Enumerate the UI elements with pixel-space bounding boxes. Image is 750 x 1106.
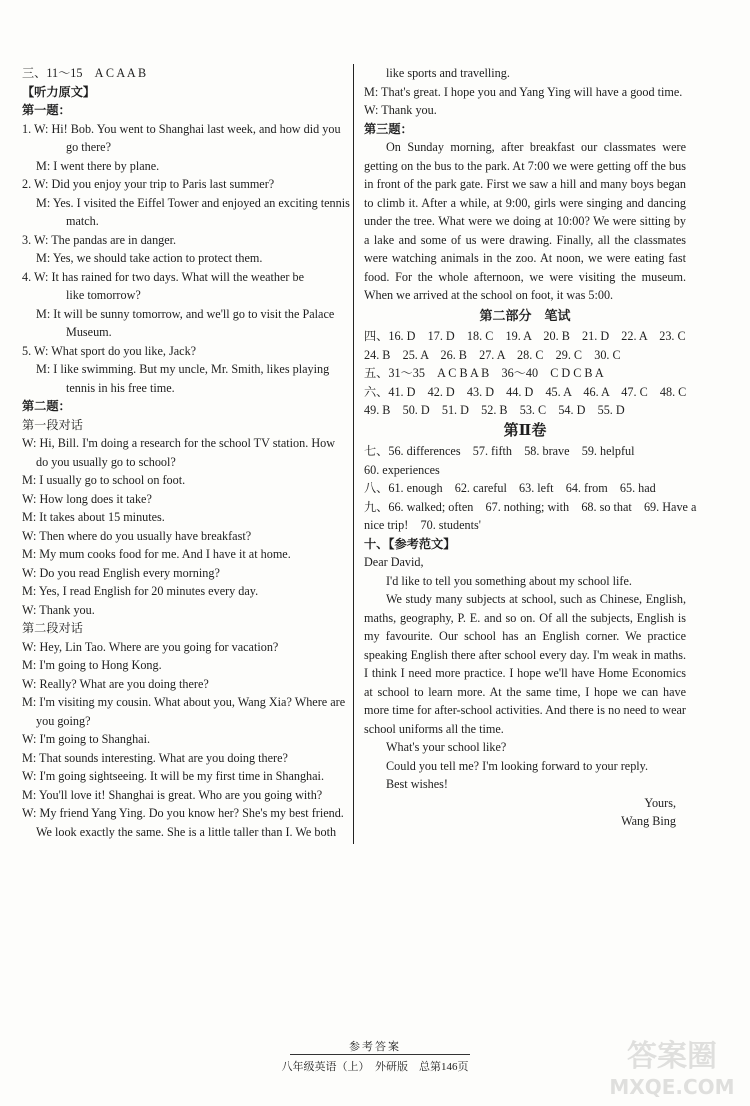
left-line: Museum. [66,325,112,339]
right-line: 第三题： [364,121,413,136]
left-line: W: Hey, Lin Tao. Where are you going for vacation? [22,639,279,654]
footer-rule [290,1054,470,1055]
left-line: M: Yes. I visited the Eiffel Tower and enjoyed an exciting tennis [36,195,350,210]
left-line: 2. W: Did you enjoy your trip to Paris last summer? [22,177,275,191]
right-line: like sports and travelling. [386,66,510,80]
left-line: W: Hi, Bill. I'm doing a research for the school TV station. How [22,436,336,450]
right-line: 六、41. D 42. D 43. D 44. D 45. A 46. A 47. C 48. C [364,384,687,399]
right-line: 第Ⅱ卷 [503,422,547,439]
left-line: 【听力原文】 [22,84,96,99]
left-line: M: I'm going to Hong Kong. [22,658,162,672]
right-line: 24. B 25. A 26. B 27. A 28. C 29. C 30. C [364,347,621,362]
left-line: M: My mum cooks food for me. And I have it at home. [22,547,291,561]
right-line: Wang Bing [621,814,676,828]
left-line: 第一段对话 [22,417,83,432]
right-line: Could you tell me? I'm looking forward to your reply. [386,758,649,773]
right-line: 十、【参考范文】 [364,536,456,551]
right-line: 九、66. walked; often 67. nothing; with 68. so that 69. Have a [364,499,697,514]
right-line: W: Thank you. [364,103,437,117]
left-line: 4. W: It has rained for two days. What will the weather be [22,269,305,284]
right-line: 49. B 50. D 51. D 52. B 53. C 54. D 55. D [364,403,625,417]
watermark-logo [602,1028,742,1102]
left-line: 第二题： [22,399,71,413]
left-line: 第一题： [22,103,71,117]
footer-page-info: 八年级英语（上） 外研版 总第146页 [281,1061,469,1073]
left-line: tennis in his free time. [66,380,175,395]
right-line: M: That's great. I hope you and Yang Ying will have a good time. [364,84,683,99]
left-line: 1. W: Hi! Bob. You went to Shanghai last week, and how did you [22,121,341,136]
right-line: nice trip! 70. students' [364,518,481,532]
right-line: 60. experiences [364,462,440,477]
left-line: We look exactly the same. She is a little taller than I. We both [36,824,337,839]
left-line: like tomorrow? [66,288,141,302]
left-line: M: I'm visiting my cousin. What about you, Wang Xia? Where are [22,695,346,709]
left-line: 第二段对话 [22,621,83,635]
watermark-text: 答案圈 [627,1039,717,1074]
right-line: 七、56. differences 57. fifth 58. brave 59. helpful [364,444,635,458]
right-line: 第二部分 笔试 [479,307,571,323]
watermark-url: MXQE.COM [609,1075,735,1099]
right-line: On Sunday morning, after breakfast our classmates were getting on the bus to the park. At 7:00 we were getting off the bus in front of the park gate. First we saw a hill and many boys began to climb it. After a while, at 9:00, girls were singing and dancing under the tree. What were we doing at 10:00? We were sitting by a lake and some of us were drawing. Finally, all the classmates were watching animals in the zoo. At noon, we were eating fast food. For the whole afternoon, we were visiting the museum. When we arrived at the school on foot, it was 5:00. [364,140,686,302]
left-line: W: Really? What are you doing there? [22,676,209,691]
left-column [22,64,350,841]
left-line: M: Yes, we should take action to protect them. [36,251,263,265]
right-line: I'd like to tell you something about my school life. [386,573,632,588]
left-line: W: Do you read English every morning? [22,565,220,580]
right-line: 八、61. enough 62. careful 63. left 64. from 65. had [364,481,656,495]
left-line: W: My friend Yang Ying. Do you know her? She's my best friend. [22,806,344,820]
right-line: Yours, [644,795,676,810]
right-line: Dear David, [364,555,424,569]
left-line: go there? [66,140,112,154]
left-line: M: That sounds interesting. What are you doing there? [22,750,288,765]
left-line: M: It will be sunny tomorrow, and we'll go to visit the Palace [36,306,335,321]
left-line: 5. W: What sport do you like, Jack? [22,343,197,358]
right-line: 四、16. D 17. D 18. C 19. A 20. B 21. D 22. A 23. C [364,329,686,343]
left-line: W: I'm going to Shanghai. [22,732,151,746]
right-line: 五、31～35 A C B A B 36～40 C D C B A [364,366,604,380]
left-line: W: Then where do you usually have breakfast? [22,528,252,543]
left-line: M: You'll love it! Shanghai is great. Who are you going with? [22,787,323,802]
left-line: M: I like swimming. But my uncle, Mr. Smith, likes playing [36,362,330,376]
left-line: W: Thank you. [22,602,95,617]
left-line: M: I usually go to school on foot. [22,473,186,487]
column-divider [353,64,354,844]
left-line: M: I went there by plane. [36,158,160,173]
right-line: What's your school like? [386,740,507,754]
left-line: 三、11～15 A C A A B [22,66,147,80]
right-column [364,64,697,831]
left-line: W: I'm going sightseeing. It will be my first time in Shanghai. [22,769,324,783]
left-line: M: It takes about 15 minutes. [22,510,165,524]
footer-title: 参考答案 [349,1041,401,1053]
left-line: 3. W: The pandas are in danger. [22,232,177,247]
right-line: Best wishes! [386,777,448,791]
left-line: M: Yes, I read English for 20 minutes every day. [22,584,259,598]
right-line: We study many subjects at school, such as Chinese, English, maths, geography, P. E. and so on. Of all the subjects, English is my favourite. Our school has an English corner. We practice speaking English there after school every day. I'm weak in maths. I think I need more practice. I hope we'll have Home Economics at school to learn more. At the same time, I hope we can have more time for after-school activities. And there is no need to wear school uniforms all the time. [364,592,686,736]
left-line: match. [66,214,99,228]
left-line: do you usually go to school? [36,454,176,469]
left-line: W: How long does it take? [22,491,152,506]
left-line: you going? [36,713,91,728]
